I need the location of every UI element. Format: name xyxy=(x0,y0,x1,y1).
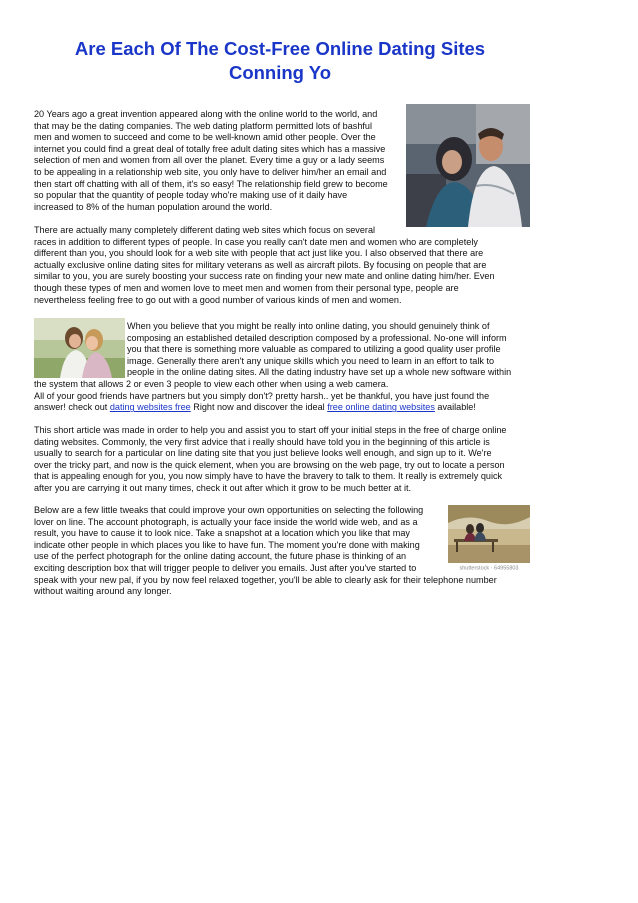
text-fragment: available! xyxy=(434,402,476,413)
text-line: lover on line. The account photograph, is actually your face inside the world wide web, and as a xyxy=(34,516,418,527)
text-line: then start off chatting with all of them, it's so easy! The relationship field grew to become xyxy=(34,178,388,189)
text-line: that is appealing enough for you, you now simply have to have the bravery to talk to them. It really is extremely quick xyxy=(34,471,503,482)
free-online-dating-websites-link[interactable]: free online dating websites xyxy=(327,402,435,413)
text-line: Below are a few little tweaks that could improve your own opportunities on selecting the following xyxy=(34,505,424,515)
text-line: There are actually many completely different dating web sites which focus on several xyxy=(34,225,376,235)
text-line: use of the perfect photograph for the online dating account, the future phase is thinking of an xyxy=(34,551,407,562)
text-line: All of your good friends have partners but you simply don't? pretty harsh.. yet be thankful, you have just found the xyxy=(34,390,490,401)
text-line: so popular that the quantity of people today who're making use of it daily have xyxy=(34,190,348,201)
text-line: selection of men and women from all over the planet. Every time a guy or a lady seems xyxy=(34,155,385,166)
text-line: similar to you, you are surely boosting your success rate on finding your new mate and online dating him/her. Even xyxy=(34,271,495,282)
page-title-line-1: Are Each Of The Cost-Free Online Dating Sites xyxy=(74,38,486,59)
text-line-with-links xyxy=(34,402,534,414)
paragraph-intro xyxy=(34,109,534,213)
text-line: 20 Years ago a great invention appeared along with the online world to the world, and xyxy=(34,109,378,119)
paragraph-online-dating-tips xyxy=(127,321,532,379)
text-line: indicate other people in which places you like to have fun. The moment you're done with making xyxy=(34,539,420,550)
text-line: different than you, you should look for a web site with people that act just like you. I also observed that there are xyxy=(34,248,484,259)
text-line: that may be the dating companies. The web dating platform permitted lots of bashful xyxy=(34,120,373,131)
text-line: nevertheless feeling free to go out with a good number of various kinds of men and women. xyxy=(34,294,402,305)
couple-outdoors-image xyxy=(34,318,125,378)
text-line: you that there is something more valuable as compared to utilizing a good quality user profile xyxy=(127,344,501,355)
text-line: internet you could find a great deal of totally free adult dating sites which has a massive xyxy=(34,143,386,154)
text-line: without waiting around any longer. xyxy=(34,586,172,597)
page-title-line-2: Conning Yo xyxy=(228,62,332,83)
text-line: people in the online dating sites. All the dating industry have set up a whole new software within xyxy=(127,367,512,378)
text-line: races in addition to different types of people. In case you really can't date men and women who are completely xyxy=(34,236,478,247)
text-line: after you are carrying it out many times, check it out after which it grow to be much better at it. xyxy=(34,482,412,493)
text-line: dating websites. Commonly, the very first advice that i really should have told you in the beginning of this article is xyxy=(34,436,490,447)
photo-watermark: shutterstock · 64955803 xyxy=(459,565,519,571)
text-line: to be appealing in a relationship web site, you only have to deliver him/her an email and xyxy=(34,166,387,177)
text-line: result, you have to cause it to look nice. Take a snapshot at a location which you like that may xyxy=(34,528,410,539)
text-line: the system that allows 2 or even 3 people to view each other when using a web camera. xyxy=(34,379,389,389)
text-line: usually to search for a particular on line dating site that you just believe looks well enough, and sign up to it. We're xyxy=(34,448,492,459)
paragraph-dating-sites-types xyxy=(34,225,534,306)
paragraph-online-dating-tips-cont xyxy=(34,379,534,414)
text-fragment: answer! check out xyxy=(34,402,110,413)
text-line: speak with your new pal, if you by now feel relaxed together, you'll be able to clearly ask for their telephone number xyxy=(34,574,497,585)
page-title xyxy=(30,37,530,85)
text-fragment: Right now and discover the ideal xyxy=(190,402,328,413)
text-line: composing an established detailed description composed by a professional. No-one will inform xyxy=(127,332,507,343)
text-line: actually exclusive online dating sites for military veterans as well as aircraft pilots. By focusing on people that are xyxy=(34,259,487,270)
text-line: When you believe that you might be really into online dating, you should genuinely think of xyxy=(127,321,490,331)
text-line: men and women to succeed and come to be well-known amid other people. Over the xyxy=(34,132,376,143)
text-line: over the tricky part, and now is the quick element, when you are browsing on the web page, try out to locate a person xyxy=(34,459,505,470)
text-line: image. Generally there aren't any unique skills which you need to learn in an effort to talk to xyxy=(127,355,495,366)
text-line: increased to 8% of the human population around the world. xyxy=(34,201,273,212)
text-line: This short article was made in order to help you and assist you to start off your initial steps in the free of charge online xyxy=(34,425,507,435)
dating-websites-free-link[interactable]: dating websites free xyxy=(109,402,191,413)
paragraph-profile-tweaks xyxy=(34,505,534,598)
text-line: though these types of men and women love to meet men and women from their personal type, people are xyxy=(34,282,459,293)
text-line: exciting description box that will trigger people to deliver you emails. Just after you've started to xyxy=(34,562,417,573)
couple-outdoors-photo xyxy=(34,318,125,378)
paragraph-first-steps xyxy=(34,425,534,495)
